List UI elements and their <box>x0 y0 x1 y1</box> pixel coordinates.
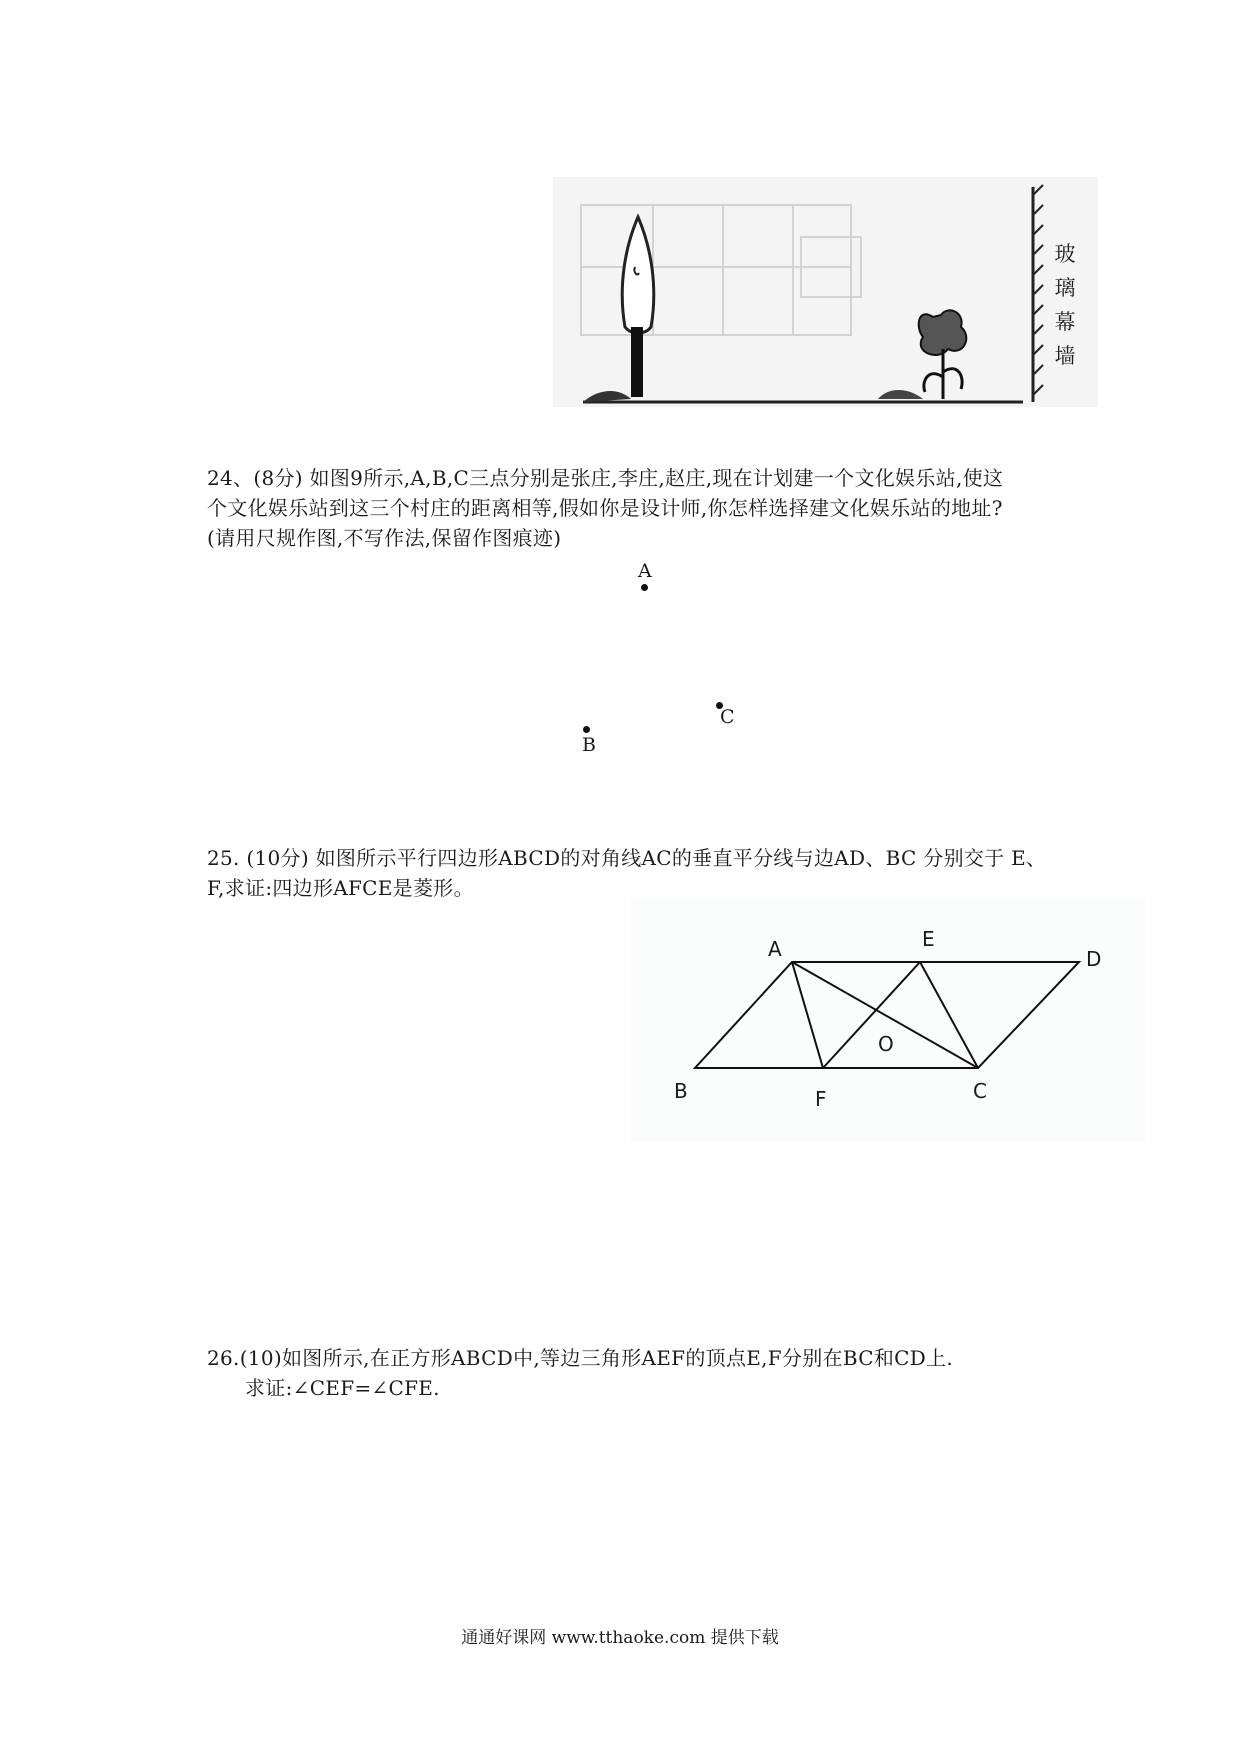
q26-line-1: 26.(10)如图所示,在正方形ABCD中,等边三角形AEF的顶点E,F分别在BC和CD上. <box>207 1346 954 1370</box>
glass-wall-char: 玻 <box>1054 242 1076 266</box>
glass-wall-char: 幕 <box>1054 310 1076 334</box>
question-24 <box>207 463 1107 553</box>
parallelogram-figure <box>630 897 1146 1142</box>
question-26 <box>207 1343 1107 1403</box>
point-a-label: A <box>638 560 652 582</box>
glass-wall-char: 墙 <box>1054 344 1076 368</box>
q25-line-2: F,求证:四边形AFCE是菱形。 <box>207 876 474 900</box>
figure-9-drawing <box>553 177 1098 407</box>
q24-line-3: (请用尺规作图,不写作法,保留作图痕迹) <box>207 526 562 550</box>
point-b <box>583 726 590 733</box>
center-o-label: O <box>878 1032 894 1056</box>
point-b-label: B <box>582 734 596 756</box>
vertex-c-label: C <box>973 1079 987 1103</box>
q26-line-2: 求证:∠CEF=∠CFE. <box>245 1376 440 1400</box>
point-c-label: C <box>720 706 735 728</box>
q25-line-1: 25. (10分) 如图所示平行四边形ABCD的对角线AC的垂直平分线与边AD、BC 分别交于 E、 <box>207 846 1047 870</box>
q24-line-2: 个文化娱乐站到这三个村庄的距离相等,假如你是设计师,你怎样选择建文化娱乐站的地址? <box>207 496 1003 520</box>
vertex-b-label: B <box>674 1079 688 1103</box>
parallelogram-drawing <box>630 897 1146 1142</box>
q24-line-1: 24、(8分) 如图9所示,A,B,C三点分别是张庄,李庄,赵庄,现在计划建一个文化娱乐站,使这 <box>207 466 1004 490</box>
glass-wall-label <box>1050 237 1080 373</box>
vertex-f-label: F <box>815 1087 827 1111</box>
point-a <box>641 584 648 591</box>
figure-9 <box>553 177 1098 407</box>
vertex-a-label: A <box>768 937 782 961</box>
glass-wall-char: 璃 <box>1054 276 1076 300</box>
vertex-e-label: E <box>922 927 935 951</box>
page-footer: 通通好课网 www.tthaoke.com 提供下载 <box>461 1628 779 1648</box>
question-25 <box>207 843 1107 903</box>
vertex-d-label: D <box>1086 947 1102 971</box>
